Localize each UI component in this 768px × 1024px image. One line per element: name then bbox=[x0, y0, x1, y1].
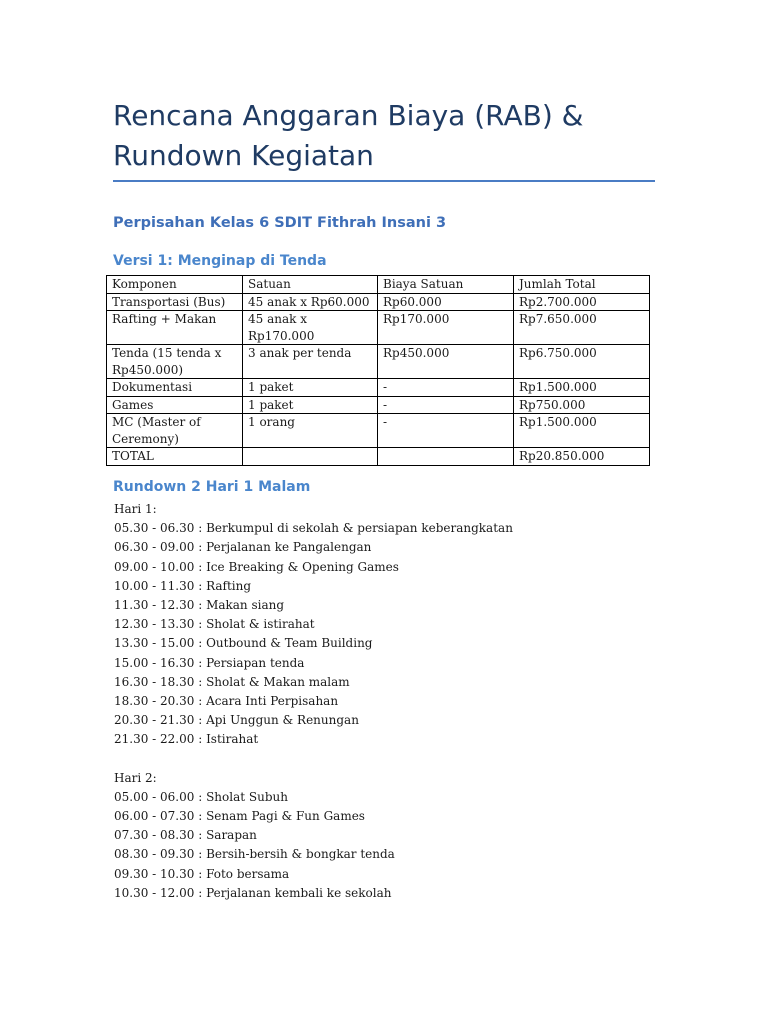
schedule-item: 06.00 - 07.30 : Senam Pagi & Fun Games bbox=[114, 809, 365, 823]
table-cell: 1 orang bbox=[243, 414, 378, 448]
schedule-item: 16.30 - 18.30 : Sholat & Makan malam bbox=[114, 674, 350, 689]
table-row bbox=[107, 414, 650, 448]
schedule-item: 11.30 - 12.30 : Makan siang bbox=[114, 597, 285, 612]
table-cell: TOTAL bbox=[107, 448, 243, 466]
schedule-item: 12.30 - 13.30 : Sholat & istirahat bbox=[114, 617, 315, 632]
table-cell: Rp60.000 bbox=[378, 293, 514, 311]
table-cell: Rp20.850.000 bbox=[514, 448, 650, 466]
schedule-item: 10.30 - 12.00 : Perjalanan kembali ke sekolah bbox=[114, 885, 392, 900]
table-row bbox=[107, 379, 650, 397]
table-cell: Transportasi (Bus) bbox=[107, 293, 243, 311]
table-cell: 45 anak x Rp170.000 bbox=[243, 311, 378, 345]
day-label: Hari 1: bbox=[114, 502, 157, 516]
table-cell: Rafting + Makan bbox=[107, 311, 243, 345]
header-cell-komponen: Komponen bbox=[107, 276, 243, 294]
schedule-item: 05.30 - 06.30 : Berkumpul di sekolah & persiapan keberangkatan bbox=[114, 521, 513, 536]
schedule-item: 05.00 - 06.00 : Sholat Subuh bbox=[114, 789, 288, 804]
document-subtitle: Perpisahan Kelas 6 SDIT Fithrah Insani 3 bbox=[113, 215, 447, 231]
table-cell bbox=[378, 448, 514, 466]
paragraph-spacer bbox=[114, 749, 714, 768]
schedule-item: 06.30 - 09.00 : Perjalanan ke Pangalengan bbox=[114, 540, 372, 555]
section-heading-versi: Versi 1: Menginap di Tenda bbox=[113, 253, 327, 269]
page-title bbox=[113, 96, 673, 176]
table-cell: 45 anak x Rp60.000 bbox=[243, 293, 378, 311]
table-cell: Dokumentasi bbox=[107, 379, 243, 397]
schedule-item: 18.30 - 20.30 : Acara Inti Perpisahan bbox=[114, 693, 339, 708]
table-cell: 1 paket bbox=[243, 379, 378, 397]
table-cell: Rp2.700.000 bbox=[514, 293, 650, 311]
table-cell: Rp1.500.000 bbox=[514, 379, 650, 397]
table-cell: Rp6.750.000 bbox=[514, 345, 650, 379]
table-cell: Rp7.650.000 bbox=[514, 311, 650, 345]
rundown-schedule bbox=[114, 500, 714, 903]
title-divider bbox=[113, 180, 655, 182]
header-cell-satuan: Satuan bbox=[243, 276, 378, 294]
table-cell: Games bbox=[107, 396, 243, 414]
schedule-item: 09.00 - 10.00 : Ice Breaking & Opening Games bbox=[114, 559, 399, 574]
table-row bbox=[107, 345, 650, 379]
schedule-item: 08.30 - 09.30 : Bersih-bersih & bongkar tenda bbox=[114, 847, 395, 862]
table-cell: MC (Master of Ceremony) bbox=[107, 414, 243, 448]
table-cell: Rp170.000 bbox=[378, 311, 514, 345]
table-cell: Rp450.000 bbox=[378, 345, 514, 379]
table-cell bbox=[243, 448, 378, 466]
header-cell-jumlah-total: Jumlah Total bbox=[514, 276, 650, 294]
table-header-row bbox=[107, 276, 650, 294]
schedule-item: 10.00 - 11.30 : Rafting bbox=[114, 578, 252, 593]
header-cell-biaya-satuan: Biaya Satuan bbox=[378, 276, 514, 294]
schedule-item: 13.30 - 15.00 : Outbound & Team Building bbox=[114, 636, 373, 651]
day-label: Hari 2: bbox=[114, 770, 157, 785]
table-cell: Rp750.000 bbox=[514, 396, 650, 414]
schedule-item: 21.30 - 22.00 : Istirahat bbox=[114, 732, 259, 747]
table-row bbox=[107, 311, 650, 345]
table-row bbox=[107, 293, 650, 311]
page-title-line-2: Rundown Kegiatan bbox=[113, 139, 374, 172]
table-row bbox=[107, 396, 650, 414]
table-cell: Rp1.500.000 bbox=[514, 414, 650, 448]
schedule-item: 15.00 - 16.30 : Persiapan tenda bbox=[114, 655, 305, 670]
table-cell: 1 paket bbox=[243, 396, 378, 414]
table-cell: - bbox=[378, 414, 514, 448]
table-cell: Tenda (15 tenda x Rp450.000) bbox=[107, 345, 243, 379]
table-cell: 3 anak per tenda bbox=[243, 345, 378, 379]
budget-table bbox=[106, 275, 650, 466]
table-cell: - bbox=[378, 379, 514, 397]
page-title-line-1: Rencana Anggaran Biaya (RAB) & bbox=[113, 99, 584, 132]
section-heading-rundown: Rundown 2 Hari 1 Malam bbox=[113, 479, 311, 495]
table-total-row bbox=[107, 448, 650, 466]
schedule-item: 07.30 - 08.30 : Sarapan bbox=[114, 828, 257, 843]
table-cell: - bbox=[378, 396, 514, 414]
schedule-item: 20.30 - 21.30 : Api Unggun & Renungan bbox=[114, 713, 359, 728]
schedule-item: 09.30 - 10.30 : Foto bersama bbox=[114, 866, 290, 881]
